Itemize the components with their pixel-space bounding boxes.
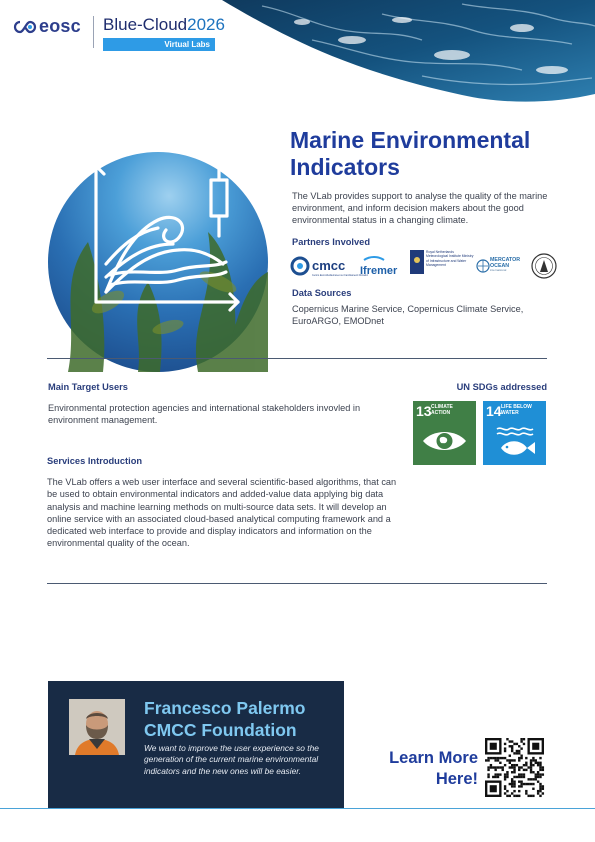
- cmcc-logo-text: cmcc: [312, 258, 346, 273]
- partners-logos: [290, 250, 560, 280]
- target-users-heading: Main Target Users: [48, 382, 128, 392]
- page-title: Marine Environmental Indicators: [290, 127, 531, 180]
- cmcc-logo[interactable]: [290, 250, 368, 280]
- testimonial-box: [48, 681, 344, 809]
- qr-code-icon[interactable]: [485, 738, 544, 797]
- indicator-chart-icon: [48, 152, 268, 372]
- learn-more-line2: Here!: [435, 770, 478, 788]
- data-sources-text: Copernicus Marine Service, Copernicus Climate Service, EuroARGO, EMODnet: [292, 304, 524, 326]
- eosc-logo-text: eosc: [39, 16, 81, 36]
- sdg-14-number: 14: [486, 403, 502, 419]
- quote-author-organization: CMCC Foundation: [144, 720, 297, 740]
- project-name-year: 2026: [187, 15, 225, 34]
- partners-heading: Partners Involved: [292, 237, 371, 247]
- project-name-main: Blue-Cloud: [103, 15, 188, 34]
- fish-icon: [483, 401, 546, 465]
- sdg-heading: UN SDGs addressed: [456, 382, 547, 392]
- virtual-labs-badge: Virtual Labs: [103, 38, 215, 51]
- learn-more-link[interactable]: [360, 748, 478, 790]
- quote-text: We want to improve the user experience so the generation of the current marine environmental indicators and the new ones will be easier.: [144, 743, 319, 776]
- intro-text: The VLab provides support to analyse the quality of the marine environment, and inform decision makers about the good environmental status in a changing climate.: [292, 191, 548, 225]
- ifremer-logo[interactable]: [358, 250, 404, 280]
- eosc-infinity-icon: [14, 20, 36, 34]
- ocean-wave-decoration: [222, 0, 595, 104]
- cmcc-logo-subtext: Centro Euro-Mediterraneo sui Cambiamenti Climatici: [312, 274, 368, 277]
- project-name: [103, 15, 225, 35]
- services-text: The VLab offers a web user interface and several scientific-based algorithms, that can be used to obtain environmental indicators and added-value data applying big data analysis and machine learning methods on multi-source data sets. It will develop an online service with an associated cloud-based analytical computing framework and a dedicated web interface to provide and display indicators and information on the environmental quality of the ocean.: [47, 477, 397, 549]
- sdg-13-number: 13: [416, 403, 432, 419]
- sdg-14-life-below-water[interactable]: [483, 401, 546, 465]
- university-seal-logo[interactable]: [530, 250, 560, 280]
- mercator-logo-text: MERCATOR OCEAN: [490, 257, 521, 269]
- knmi-logo[interactable]: [410, 250, 474, 280]
- eye-globe-icon: [413, 401, 476, 465]
- sdg-14-label: LIFE BELOW WATER: [501, 404, 532, 416]
- quote-author-name: Francesco Palermo: [144, 698, 306, 718]
- knmi-logo-text: Royal Netherlands Meteorological Institute Ministry of Infrastructure and Water Management: [426, 250, 474, 268]
- services-heading: Services Introduction: [47, 456, 143, 466]
- section-divider: [47, 583, 547, 584]
- sdg-13-label: CLIMATE ACTION: [431, 404, 453, 416]
- ifremer-logo-text: Ifremer: [360, 265, 398, 277]
- hero-kelp-image: [48, 152, 268, 372]
- learn-more-line1: Learn More: [389, 749, 478, 767]
- section-divider: [47, 358, 547, 359]
- sdg-13-climate-action[interactable]: [413, 401, 476, 465]
- target-users-text: Environmental protection agencies and international stakeholders invovled in environment management.: [48, 403, 361, 426]
- eosc-logo[interactable]: [14, 16, 81, 37]
- data-sources-heading: Data Sources: [292, 288, 352, 298]
- avatar: [69, 699, 125, 755]
- header-divider: [93, 16, 94, 48]
- footer-line: [0, 808, 595, 809]
- mercator-logo-subtext: international: [490, 268, 507, 273]
- quote-author: [144, 697, 305, 741]
- mercator-ocean-logo[interactable]: [476, 250, 526, 280]
